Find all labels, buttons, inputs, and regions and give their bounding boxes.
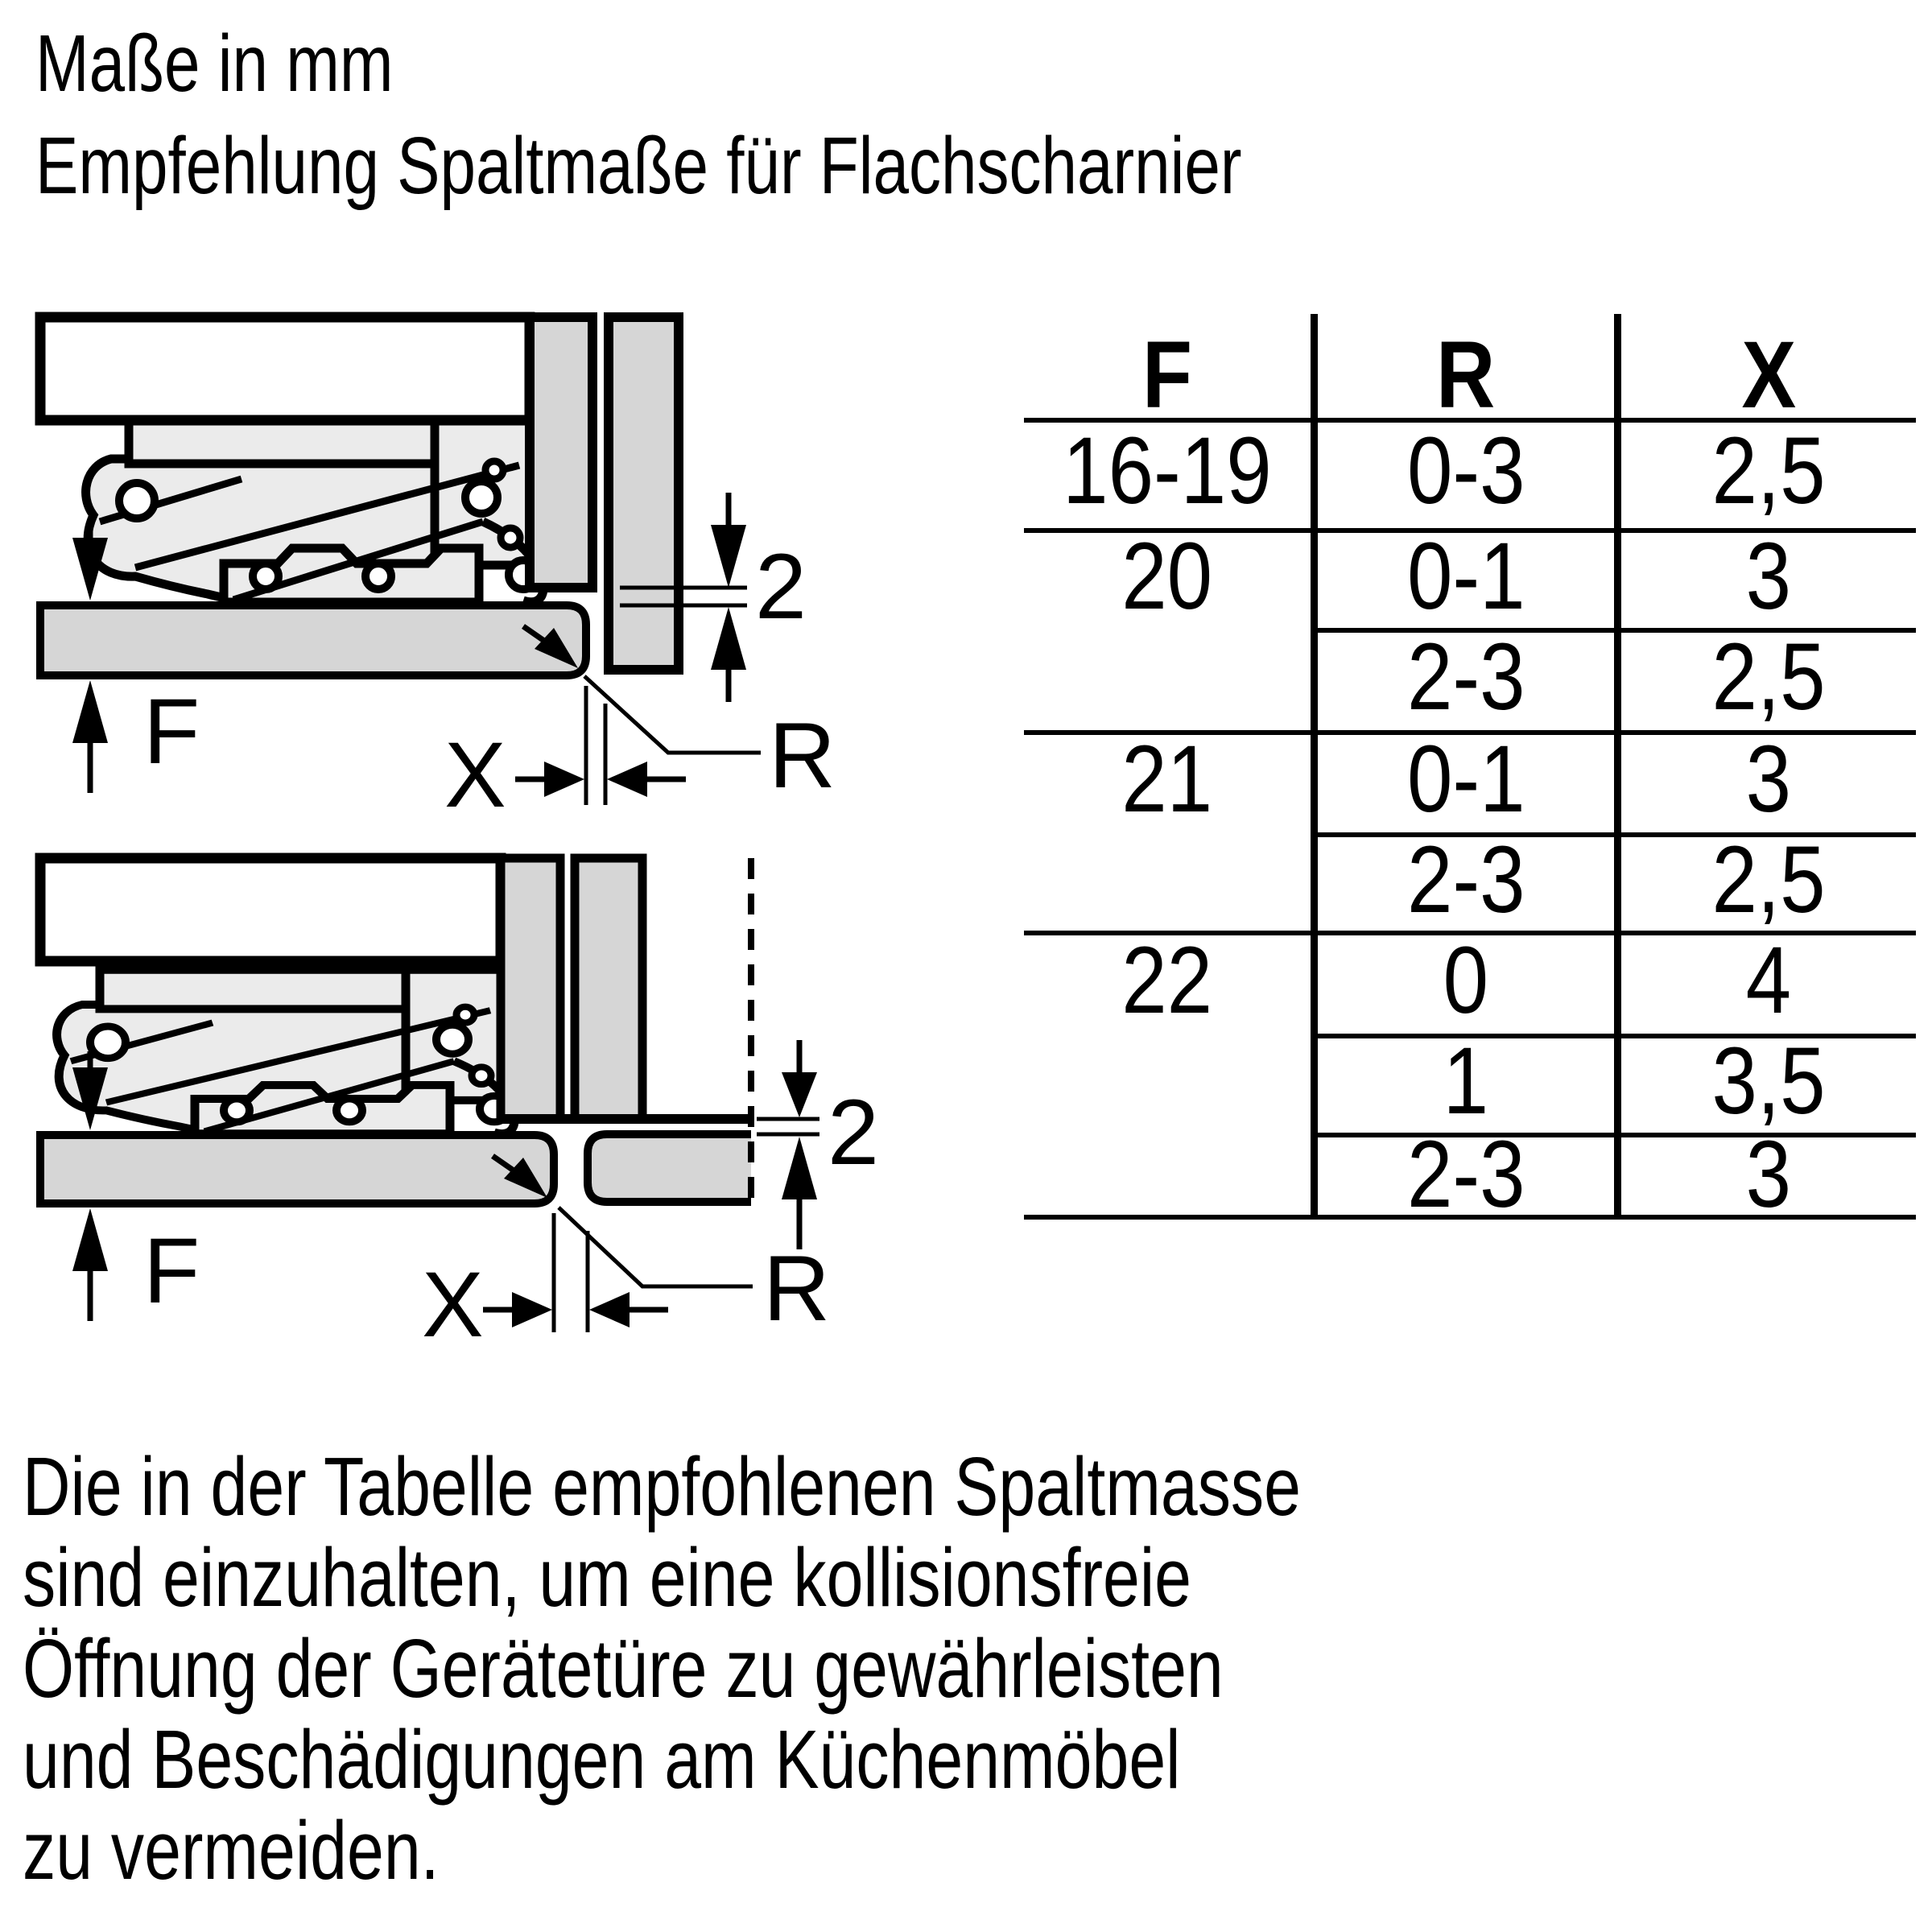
hinge-bottom [57,970,514,1133]
label-r-top: R [769,704,836,807]
arrowhead-right [544,762,584,797]
table-header-f: F [1141,322,1193,428]
footer-line: Öffnung der Gerätetüre zu gewährleisten [23,1622,1224,1715]
lower-front-panel [588,1134,751,1202]
arrowhead-up [782,1137,817,1199]
cabinet-body-top [40,317,530,420]
table-cell-f: 21 [1121,726,1213,832]
table-cell-x: 3,5 [1711,1028,1826,1134]
label-gap-bottom: 2 [828,1081,879,1184]
table-vline-f-r [1311,314,1318,1220]
label-x-bottom: X [422,1253,484,1356]
table-cell-x: 2,5 [1711,624,1826,730]
footer-line: und Beschädigungen am Küchenmöbel [23,1713,1181,1806]
table-cell-f: 20 [1121,523,1213,630]
arrowhead-right [512,1292,552,1327]
title-line-2 [35,115,1543,217]
furniture-panel-right [609,317,679,670]
cabinet-body-bottom [40,858,501,961]
diagram-top [40,317,836,827]
furniture-panel-left [501,858,560,1119]
table-cell-r: 0-1 [1406,726,1525,832]
furniture-panel-right [575,858,642,1119]
gap-dimension-table [1024,314,1916,1228]
furniture-panel-left [530,317,592,588]
label-f-bottom: F [143,1220,200,1323]
label-f-top: F [143,680,200,783]
table-cell-x: 3 [1745,1121,1792,1228]
table-cell-r: 2-3 [1406,1121,1525,1228]
footer-line: Die in der Tabelle empfohlenen Spaltmasse [23,1440,1301,1533]
footer-line: zu vermeiden. [23,1804,440,1897]
table-cell-r: 2-3 [1406,624,1525,730]
table-cell-x: 2,5 [1711,418,1826,524]
table-cell-f [1024,622,1311,732]
table-cell-x: 3 [1745,523,1792,630]
diagram-bottom [40,858,879,1356]
label-x-top: X [444,724,506,827]
table-cell-x: 4 [1745,927,1792,1034]
arrowhead-up [72,680,108,743]
appliance-door-top-diagram [40,605,586,675]
arrowhead-left [607,762,647,797]
table-cell-r: 0-1 [1406,523,1525,630]
leader-line [584,676,761,753]
arrowhead-down [782,1072,817,1117]
table-cell-r: 2-3 [1406,827,1525,933]
page-title [35,13,1543,217]
title-line-2-text: Empfehlung Spaltmaße für Flachscharnier [35,121,1242,211]
arrowhead-up [72,1208,108,1271]
footer-line: sind einzuhalten, um eine kollisionsfreie [23,1531,1191,1624]
table-header-x: X [1741,322,1796,428]
table-header-r: R [1436,322,1496,428]
appliance-door-bottom-diagram [40,1135,554,1203]
title-line-1-text: Maße in mm [35,19,394,109]
footer-note [23,1441,1620,1896]
table-cell-r: 1 [1443,1028,1489,1134]
arrowhead-up [711,607,746,670]
arrowhead-down [711,525,746,588]
table-cell-r: 0-3 [1406,418,1525,524]
label-gap-top: 2 [755,535,807,638]
table-cell-x: 2,5 [1711,827,1826,933]
table-cell-f: 22 [1121,927,1213,1034]
table-vline-r-x [1614,314,1621,1220]
title-line-1 [35,13,1543,115]
hinge-top [86,420,543,602]
arrowhead-left [589,1292,630,1327]
table-cell-r: 0 [1443,927,1489,1034]
table-cell-f [1024,825,1311,935]
hinge-diagrams [0,306,1006,1393]
label-r-bottom: R [763,1237,831,1340]
table-cell-f [1024,1120,1311,1229]
table-cell-x: 3 [1745,726,1792,832]
table-cell-f: 16-19 [1063,418,1272,524]
